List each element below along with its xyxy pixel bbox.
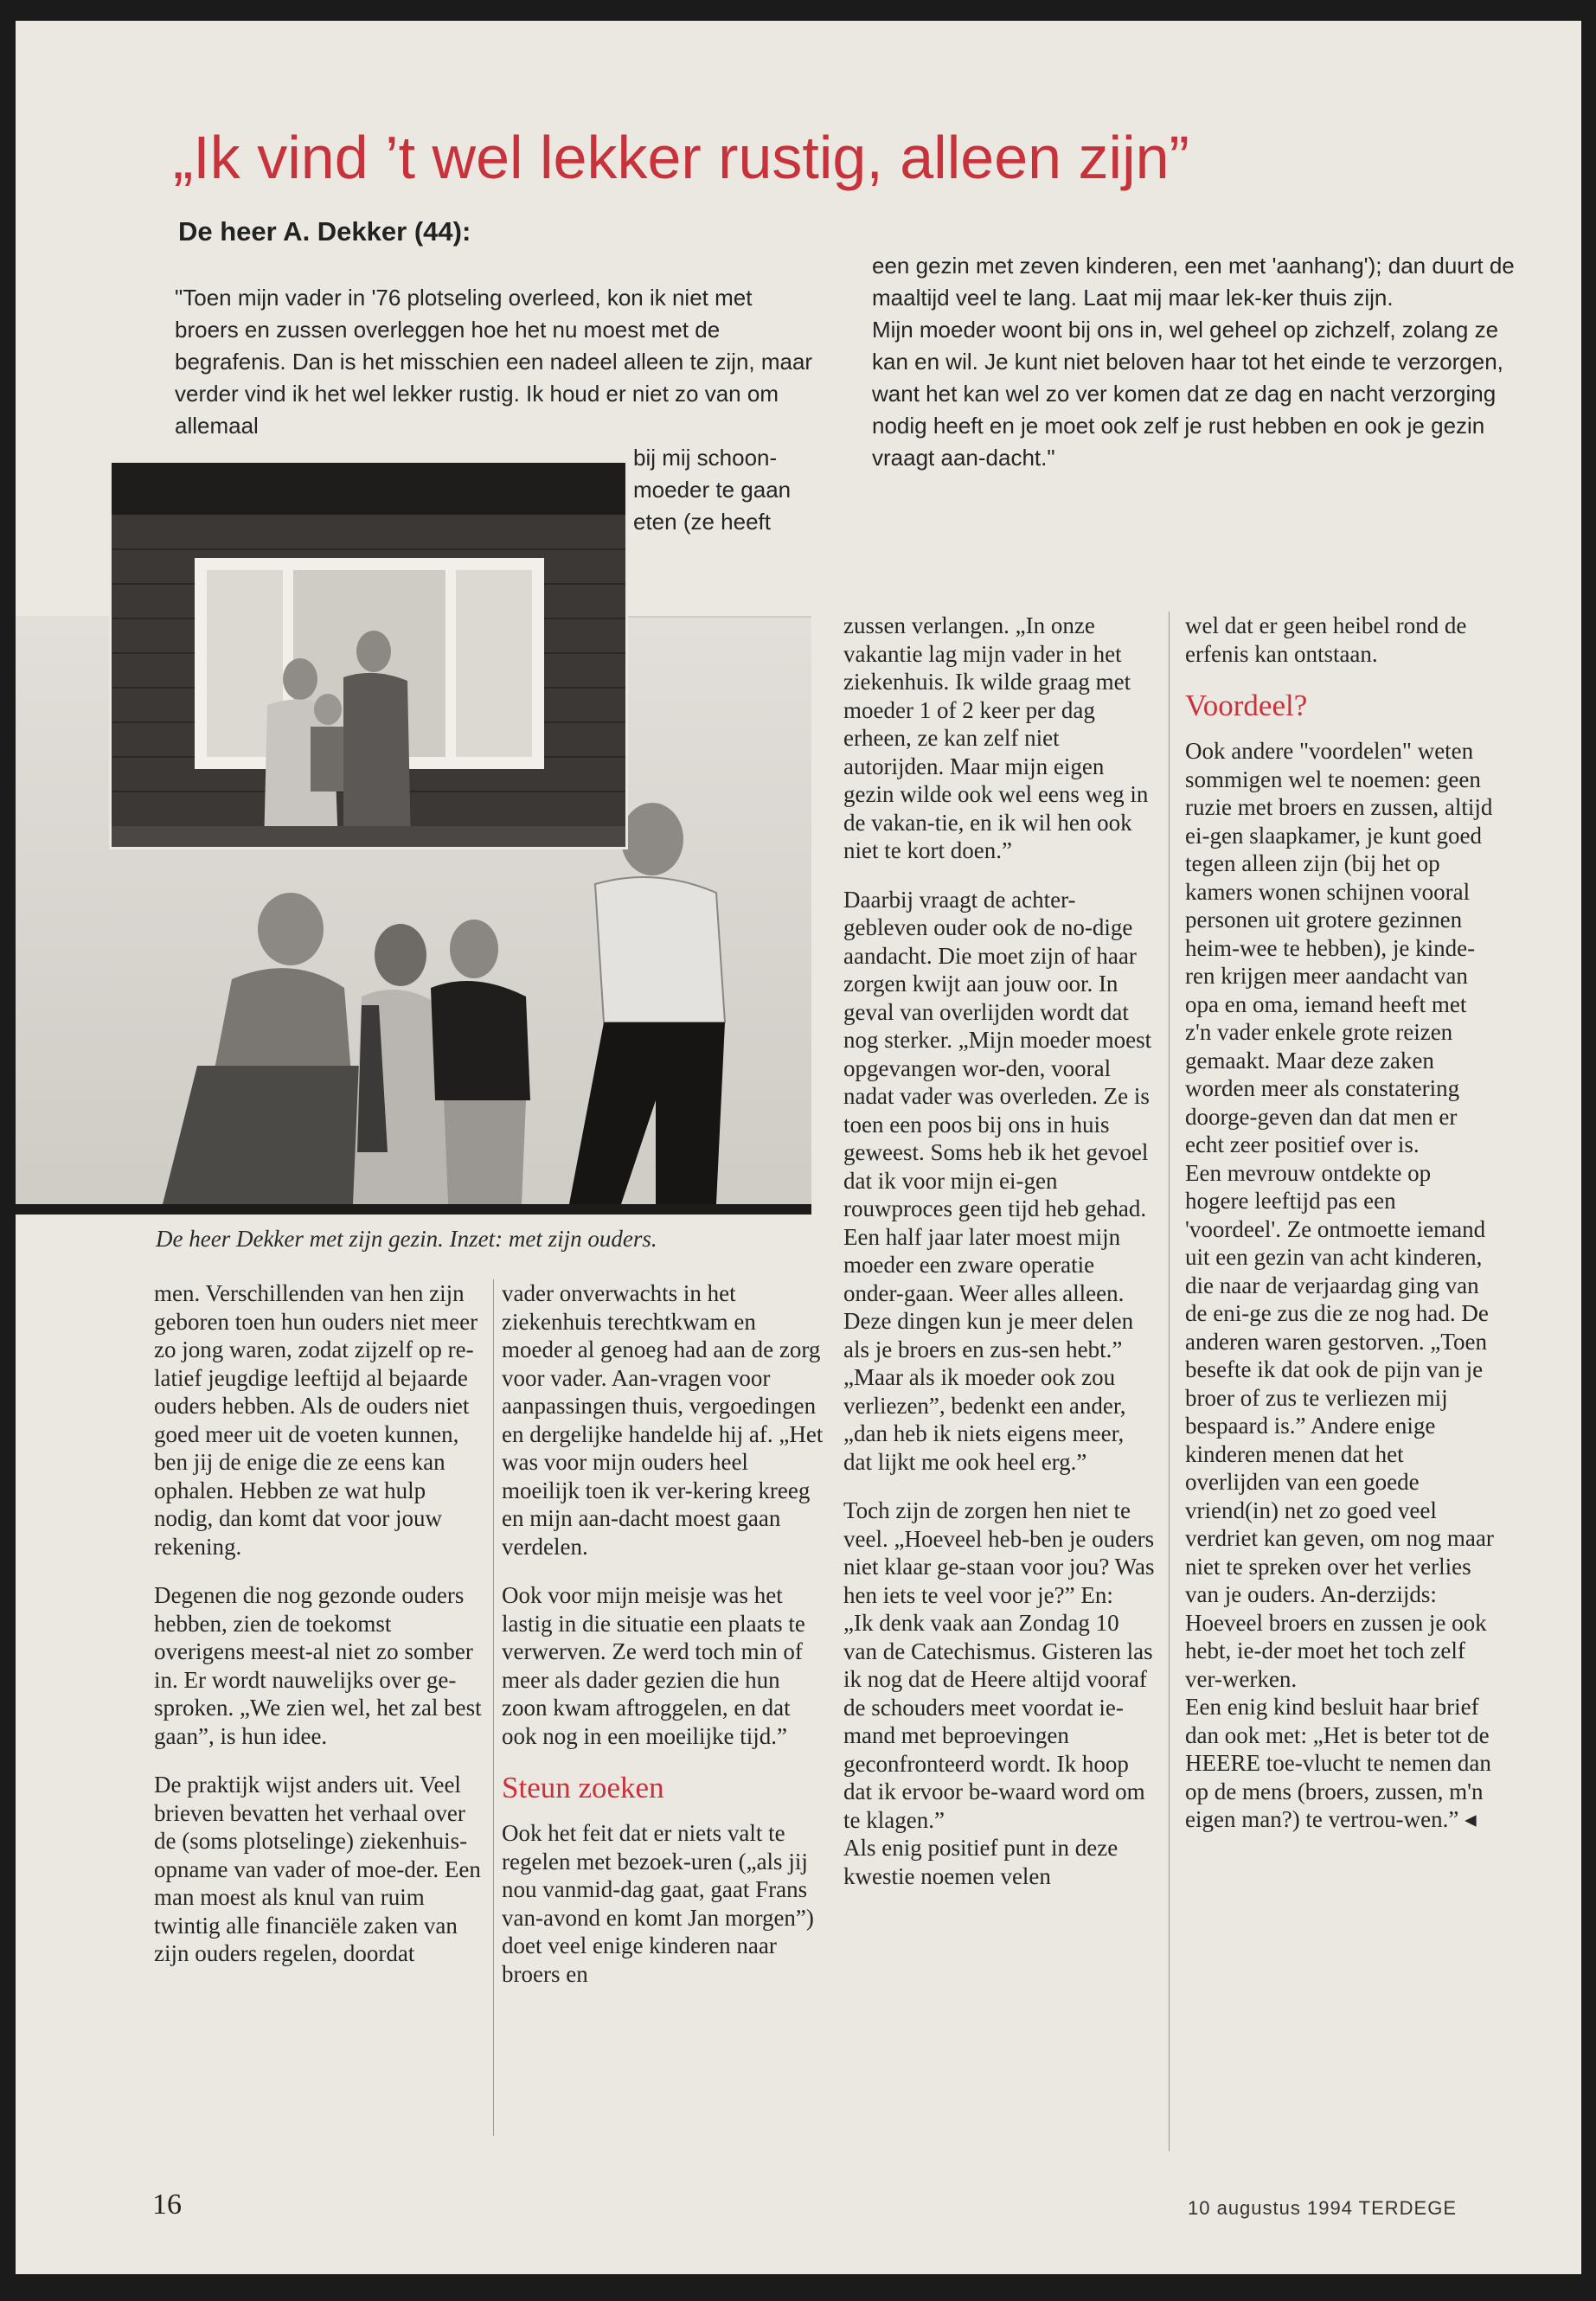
col4-para-3: Een mevrouw ontdekte op hogere leeftijd pas een 'voordeel'. Ze ontmoette iemand uit een gezin van acht kinderen, die naar de verjaardag ging van de eni-ge zus die ze nog had. De anderen waren gestorven. „Toen besefte ik dat ook de pijn van je broer of zus te verliezen mij bespaard is.” Andere enige kinderen menen dat het overlijden van een goede vriend(in) net zo goed veel verdriet kan geven, om nog maar niet te spreken over het verlies van je ouders. An-derzijds: Hoeveel broers en zussen je ook hebt, ie-der moet het toch zelf ver-werken. [1185,1159,1494,1692]
interview-left-text: "Toen mijn vader in '76 plotseling overleed, kon ik niet met broers en zussen overleggen hoe het nu moest met de begrafenis. Dan is het misschien een nadeel alleen te zijn, maar verder vind ik het wel lekker rustig. Ik houd er niet zo van om allemaal [175,285,813,439]
photo-edge [621,616,811,618]
column-rule [493,1279,494,2136]
interview-right-para-1: een gezin met zeven kinderen, een met 'aanhang'); dan duurt de maaltijd veel te lang. Laat mij maar lek-ker thuis zijn. [872,253,1515,311]
col3-para-5: „Ik denk vaak aan Zondag 10 van de Catechismus. Gisteren las ik nog dat de Heere altijd vooraf de schouders meet voordat ie-mand met beproevingen geconfronteerd wordt. Ik hoop dat ik ervoor be-waard word om te klagen.” [843,1610,1153,1833]
col1-para-3: De praktijk wijst anders uit. Veel brieven bevatten het verhaal over de (soms plotselinge) ziekenhuis-opname van vader of moe-der. Een man moest als knul van ruim twintig alle financiële zaken van zijn ouders regelen, doordat [154,1772,481,1966]
col4-para-4: Een enig kind besluit haar brief dan ook met: „Het is beter tot de HEERE toe-vlucht te nemen dan op de mens (broers, zussen, m'n eigen man?) te vertrou-wen.” ◂ [1185,1694,1491,1832]
col4-para-1: wel dat er geen heibel rond de erfenis kan ontstaan. [1185,612,1467,667]
magazine-page [16,21,1581,2274]
issue-footer: 10 augustus 1994 TERDEGE [1188,2197,1457,2219]
col3-para-1: zussen verlangen. „In onze vakantie lag mijn vader in het ziekenhuis. Ik wilde graag met moeder 1 of 2 keer per dag erheen, ze kan zelf niet autorijden. Maar mijn eigen gezin wilde ook wel eens weg in de vakan-tie, en ik wil hen ook niet te kort doen.” [843,612,1149,863]
subheading-steun-zoeken: Steun zoeken [502,1771,664,1804]
subheading-voordeel: Voordeel? [1185,689,1308,722]
col1-para-2: Degenen die nog gezonde ouders hebben, zien de toekomst overigens meest-al niet zo somber in. Er wordt nauwelijks over ge-sproken. „We zien wel, het zal best gaan”, is hun idee. [154,1582,482,1749]
byline: De heer A. Dekker (44): [178,216,471,247]
interview-wrap [633,442,832,538]
interview-wrap-text: bij mij schoon-moeder te gaan eten (ze heeft [633,445,792,535]
interview-left [175,282,815,442]
col4-para-2: Ook andere "voordelen" weten sommigen wel te noemen: geen ruzie met broers en zussen, altijd ei-gen slaapkamer, je kunt goed tegen alleen zijn (bij het op kamers wonen schijnen vooral personen uit grotere gezinnen heim-wee te hebben), je kinde-ren krijgen meer aandacht van opa en oma, iemand heeft met z'n vader enkele grote reizen gemaakt. Maar deze zaken worden meer als constatering doorge-geven dan dat men er echt zeer positief over is. [1185,738,1493,1157]
article-headline: „Ik vind ’t wel lekker rustig, alleen zijn” [173,124,1189,191]
col1-para-1: men. Verschillenden van hen zijn geboren toen hun ouders niet meer zo jong waren, zodat zijzelf op re-latief jeugdige leeftijd al bejaarde ouders hebben. Als de ouders niet goed meer uit de voeten kunnen, ben jij de enige die ze eens kan ophalen. Hebben ze wat hulp nodig, dan komt dat voor jouw rekening. [154,1280,478,1560]
col2-para-2: Ook voor mijn meisje was het lastig in die situatie een plaats te verwerven. Ze werd toch min of meer als dader gezien die hun zoon kwam aftroggelen, en dat ook nog in een moeilijke tijd.” [502,1582,805,1749]
page-number: 16 [152,2189,182,2221]
column-1 [154,1279,483,1989]
column-rule [1169,612,1170,2151]
interview-right [872,250,1538,474]
column-4 [1185,612,1497,1834]
col2-para-1: vader onverwachts in het ziekenhuis terechtkwam en moeder al genoeg had aan de zorg voor vader. Aan-vragen voor aanpassingen thuis, vergoedingen en dergelijke handelde hij af. „Het was voor mijn ouders heel moeilijk toen ik ver-kering kreeg en mijn aan-dacht moest gaan verdelen. [502,1280,824,1560]
col3-para-4: Toch zijn de zorgen hen niet te veel. „Hoeveel heb-ben je ouders niet klaar ge-staan voor jou? Was hen iets te veel voor je?” En: [843,1497,1155,1608]
column-3 [843,612,1155,1890]
column-2 [502,1279,824,1988]
col3-para-2: Daarbij vraagt de achter-gebleven ouder ook de no-dige aandacht. Die moet zijn of haar zorgen kwijt aan jouw oor. In geval van overlijden wordt dat nog sterker. „Mijn moeder moest opgevangen wor-den, vooral nadat vader was overleden. Ze is toen een poos bij ons in huis geweest. Soms heb ik het gevoel dat ik voor mijn ei-gen rouwproces geen tijd heb gehad. Een half jaar later moest mijn moeder een zware operatie onder-gaan. Weer alles alleen. Deze dingen kun je meer delen als je broers en zus-sen hebt.” [843,886,1152,1362]
col3-para-6: Als enig positief punt in deze kwestie noemen velen [843,1835,1118,1889]
inset-photo [109,460,628,849]
interview-right-para-2: Mijn moeder woont bij ons in, wel geheel op zichzelf, zolang ze kan en wil. Je kunt niet beloven haar tot het einde te verzorgen, want het kan wel zo ver komen dat ze dag en nacht verzorging nodig heeft en je moet ook zelf je rust hebben en ook je gezin vraagt aan-dacht." [872,317,1503,471]
col2-para-3: Ook het feit dat er niets valt te regelen met bezoek-uren („als jij nou vanmid-dag gaat, gaat Frans van-avond en komt Jan morgen”) doet veel enige kinderen naar broers en [502,1820,814,1987]
col3-para-3: „Maar als ik moeder ook zou verliezen”, bedenkt een ander, „dan heb ik niets eigens meer, dat lijkt me ook heel erg.” [843,1364,1126,1475]
photo-caption: De heer Dekker met zijn gezin. Inzet: met zijn ouders. [156,1226,657,1252]
